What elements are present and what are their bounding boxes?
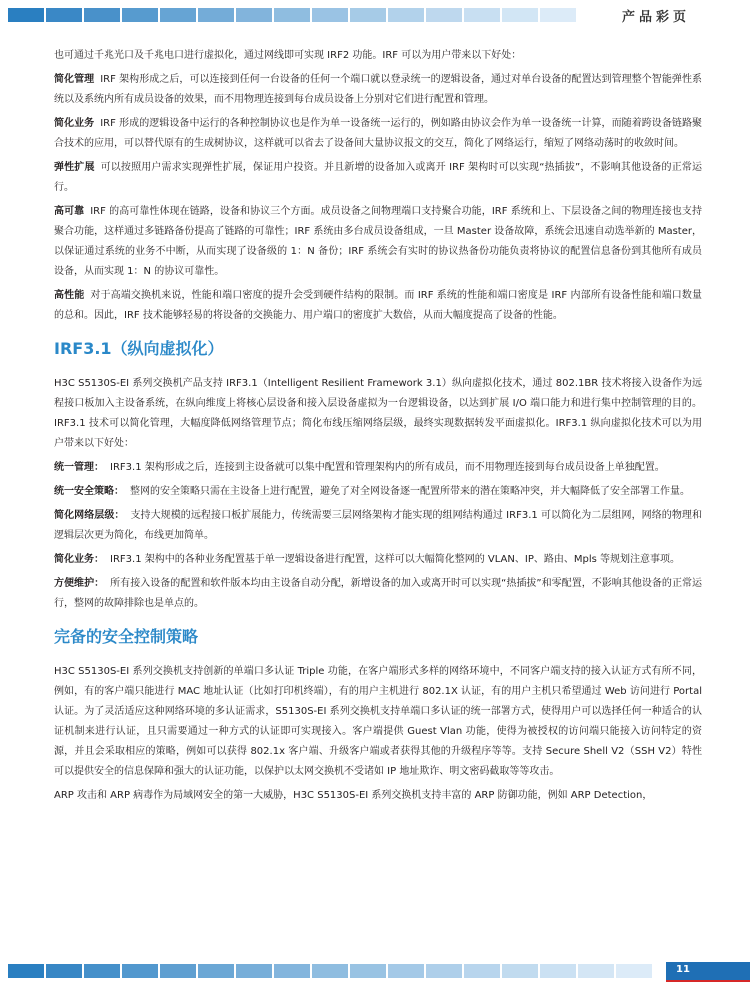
- band-tile: [46, 8, 82, 22]
- band-tile: [274, 964, 310, 978]
- benefit-lead: 统一管理：: [54, 462, 104, 473]
- benefit-lead: 统一安全策略：: [54, 486, 124, 497]
- band-tile: [8, 8, 44, 22]
- benefit-text: 可以按照用户需求实现弹性扩展，保证用户投资。并且新增的设备加入或离开 IRF 架构时可以实现“热插拔”，不影响其他设备的正常运行。: [54, 162, 703, 193]
- security-paragraph-arp: ARP 攻击和 ARP 病毒作为局域网安全的第一大威胁，H3C S5130S-EI 系列交换机支持丰富的 ARP 防御功能，例如 ARP Detection，: [54, 790, 653, 801]
- benefit-lead: 高可靠: [54, 206, 85, 217]
- band-tile: [426, 964, 462, 978]
- band-tile: [274, 8, 310, 22]
- irf31-benefit-item: [54, 574, 702, 614]
- band-tile: [464, 8, 500, 22]
- irf31-intro: H3C S5130S-EI 系列交换机产品支持 IRF3.1（Intelligent Resilient Framework 3.1）纵向虚拟化技术，通过 802.1BR 技术将接入设备作为远程接口板加入主设备系统，在纵向维度上将核心层设备和接入层设备虚拟为一台逻辑设备，以达到扩展 I/O 端口能力和进行集中控制管理的目的。IRF3.1 技术可以简化管理，大幅度降低网络管理节点；简化布线压缩网络层级，最终实现数据转发平面虚拟化。IRF3.1 纵向虚拟化技术可以为用户带来以下好处：: [54, 378, 702, 449]
- band-tile: [84, 8, 120, 22]
- band-tile: [464, 964, 500, 978]
- benefit-text: 对于高端交换机来说，性能和端口密度的提升会受到硬件结构的限制。而 IRF 系统的性能和端口密度是 IRF 内部所有设备性能和端口数量的总和。因此，IRF 技术能够轻易的将设备的交换能力、用户端口的密度扩大数倍，从而大幅度提高了设备的性能。: [54, 290, 703, 321]
- band-tile: [502, 964, 538, 978]
- benefit-text: 整网的安全策略只需在主设备上进行配置，避免了对全网设备逐一配置所带来的潜在策略冲突，并大幅降低了安全部署工作量。: [130, 486, 690, 497]
- irf2-benefit-item: [54, 114, 702, 154]
- irf31-benefit-item: [54, 550, 702, 570]
- benefit-text: IRF3.1 架构形成之后，连接到主设备就可以集中配置和管理架构内的所有成员，而不用物理连接到每台成员设备上单独配置。: [110, 462, 665, 473]
- band-tile: [502, 8, 538, 22]
- irf31-heading: IRF3.1（纵向虚拟化）: [54, 339, 224, 358]
- band-tile: [540, 8, 576, 22]
- security-paragraph: H3C S5130S-EI 系列交换机支持创新的单端口多认证 Triple 功能，在客户端形式多样的网络环境中，不同客户端支持的接入认证方式有所不同，例如，有的客户端只能进行 MAC 地址认证（比如打印机终端），有的用户主机进行 802.1X 认证，有的用户主机只希望通过 Web 访问进行 Portal 认证。为了灵活适应这种网络环境的多认证需求，S5130S-EI 系列交换机支持单端口多认证的统一部署方式，使得用户可以选择任何一种适合的认证机制来进行认证，且只需要通过一种方式的认证即可实现接入。客户端提供 Guest Vlan 功能，使得为被授权的访问端只能接入访问特定的资源，并且会采取相应的策略，例如可以获得 802.1x 客户端、升级客户端或者获得其他的升级程序等等。支持 Secure Shell V2（SSH V2）特性可以提供安全的信息保障和强大的认证功能，以保护以太网交换机不受诸如 IP 地址欺诈、明文密码截取等等攻击。: [54, 666, 702, 777]
- page-content: [54, 46, 702, 810]
- irf2-benefit-item: [54, 158, 702, 198]
- page-number: 11: [676, 964, 690, 975]
- irf2-benefit-item: [54, 70, 702, 110]
- band-tile: [426, 8, 462, 22]
- irf31-benefits-list: [54, 458, 702, 614]
- band-tile: [198, 964, 234, 978]
- irf31-benefit-item: [54, 506, 702, 546]
- band-tile: [236, 964, 272, 978]
- benefit-text: IRF3.1 架构中的各种业务配置基于单一逻辑设备进行配置，这样可以大幅简化整网的 VLAN、IP、路由、Mpls 等规划注意事项。: [110, 554, 680, 565]
- band-tile: [198, 8, 234, 22]
- benefit-lead: 简化业务: [54, 118, 95, 129]
- benefit-text: IRF 架构形成之后，可以连接到任何一台设备的任何一个端口就以登录统一的逻辑设备，通过对单台设备的配置达到管理整个智能弹性系统以及系统内所有成员设备的效果，而不用物理连接到每台成员设备上分别对它们进行配置和管理。: [54, 74, 703, 105]
- band-tile: [388, 964, 424, 978]
- benefit-text: 支持大规模的远程接口板扩展能力，传统需要三层网络架构才能实现的组网结构通过 IRF3.1 可以简化为二层组网，网络的物理和逻辑层次更为简化，布线更加简单。: [54, 510, 702, 541]
- benefit-text: IRF 形成的逻辑设备中运行的各种控制协议也是作为单一设备统一运行的，例如路由协议会作为单一设备统一计算，而随着跨设备链路聚合技术的应用，可以替代原有的生成树协议，这样就可以省去了设备间大量协议报文的交互，简化了网络运行，缩短了网络动荡时的收敛时间。: [54, 118, 703, 149]
- irf2-benefits-list: [54, 70, 702, 326]
- band-tile: [388, 8, 424, 22]
- band-tile: [540, 964, 576, 978]
- band-tile: [578, 964, 614, 978]
- benefit-text: IRF 的高可靠性体现在链路，设备和协议三个方面。成员设备之间物理端口支持聚合功能，IRF 系统和上、下层设备之间的物理连接也支持聚合功能，这样通过多链路备份提高了链路的可靠性；IRF 系统由多台成员设备组成，一旦 Master 设备故障，系统会迅速自动选举新的 Master，以保证通过系统的业务不中断，从而实现了设备级的 1：N 备份；IRF 系统会有实时的协议热备份功能负责将协议的配置信息备份到其他所有成员设备，从而实现 1：N 的协议可靠性。: [54, 206, 703, 277]
- band-tile: [350, 964, 386, 978]
- irf2-intro: 也可通过千兆光口及千兆电口进行虚拟化，通过网线即可实现 IRF2 功能。IRF 可以为用户带来以下好处：: [54, 50, 522, 61]
- band-tile: [46, 964, 82, 978]
- band-tile: [312, 8, 348, 22]
- band-tile: [160, 8, 196, 22]
- benefit-lead: 高性能: [54, 290, 85, 301]
- footer-decorative-band: [0, 960, 666, 982]
- band-tile: [8, 964, 44, 978]
- benefit-lead: 方便维护：: [54, 578, 105, 589]
- irf31-benefit-item: [54, 482, 702, 502]
- irf2-benefit-item: [54, 286, 702, 326]
- benefit-lead: 简化管理: [54, 74, 95, 85]
- header-decorative-band: [0, 0, 590, 28]
- band-tile: [616, 964, 652, 978]
- security-heading: 完备的安全控制策略: [54, 627, 199, 646]
- band-tile: [84, 964, 120, 978]
- band-tile: [350, 8, 386, 22]
- irf31-benefit-item: [54, 458, 702, 478]
- benefit-lead: 简化业务：: [54, 554, 104, 565]
- band-tile: [160, 964, 196, 978]
- irf2-benefit-item: [54, 202, 702, 282]
- page-number-box: [666, 962, 750, 980]
- band-tile: [312, 964, 348, 978]
- band-tile: [122, 964, 158, 978]
- benefit-lead: 简化网络层级：: [54, 510, 125, 521]
- benefit-lead: 弹性扩展: [54, 162, 95, 173]
- header-title: 产品彩页: [622, 10, 691, 25]
- band-tile: [236, 8, 272, 22]
- benefit-text: 所有接入设备的配置和软件版本均由主设备自动分配，新增设备的加入或离开时可以实现“热插拔”和零配置，不影响其他设备的正常运行，整网的故障排除也是单点的。: [54, 578, 702, 609]
- band-tile: [122, 8, 158, 22]
